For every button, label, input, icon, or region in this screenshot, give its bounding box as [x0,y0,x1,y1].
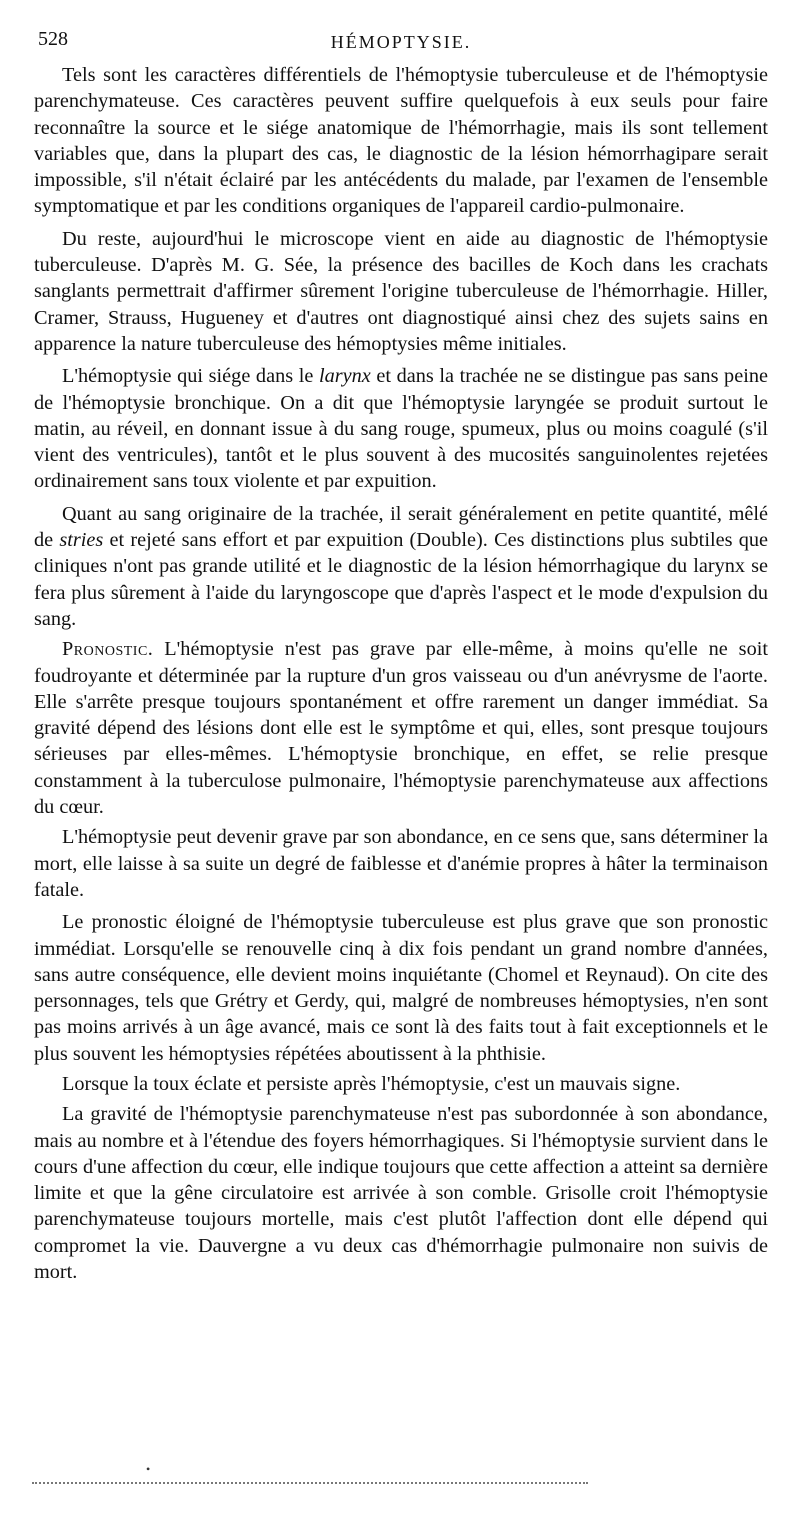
paragraph-pronostic-text: L'hémoptysie n'est pas grave par elle-même, à moins qu'elle ne soit foudroyante et déterminée par la rupture d'un gros vaisseau ou d'un anévrysme de l'aorte. Elle s'arrête presque toujours spontanément et offre rarement un danger immédiat. Sa gravité dépend des lésions dont elle est le symptôme et qui, elles, sont presque toujours sérieuses par elles-mêmes. L'hémoptysie bronchique, en effet, se relie presque constamment à la tuberculose pulmonaire, l'hémoptysie parenchymateuse aux affections du cœur. [34,638,768,819]
page-number: 528 [38,28,68,50]
section-heading-pronostic: Pronostic. [62,638,154,661]
paragraph-8: Lorsque la toux éclate et persiste après l'hémoptysie, c'est un mauvais signe. [62,1072,681,1095]
paragraph-6: L'hémoptysie peut devenir grave par son abondance, en ce sens que, sans déterminer la mort, elle laisse à sa suite un degré de faiblesse et d'anémie propres à hâter la terminaison fatale. [34,826,768,901]
paragraph-4 [34,501,768,632]
document-page [34,22,768,1291]
paragraph-7: Le pronostic éloigné de l'hémoptysie tuberculeuse est plus grave que son pronostic immédiat. Lorsqu'elle se renouvelle cinq à dix fois pendant un grand nombre d'années, sans autre conséquence, elle devient moins inquiétante (Chomel et Reynaud). On cite des personnages, tels que Grétry et Gerdy, qui, malgré de nombreuses hémoptysies, n'en sont pas moins arrivés à un âge avancé, mais ce sont là des faits tout à fait exceptionnels et le plus souvent les hémoptysies répétées aboutissent à la phthisie. [34,911,768,1065]
body-text [34,62,768,1285]
page-header [34,22,768,62]
paragraph-1: Tels sont les caractères différentiels de l'hémoptysie tuberculeuse et de l'hémoptysie parenchymateuse. Ces caractères peuvent suffire quelquefois à eux seuls pour faire reconnaître la source et le siége anatomique de l'hémorrhagie, mais ils sont tellement variables que, dans la plupart des cas, le diagnostic de la lésion hémorrhagipare serait impossible, s'il n'était éclairé par les antécédents du malade, par l'examen de l'ensemble symptomatique et par les conditions organiques de l'appareil cardio-pulmonaire. [34,64,768,218]
paragraph-2: Du reste, aujourd'hui le microscope vient en aide au diagnostic de l'hémoptysie tuberculeuse. D'après M. G. Sée, la présence des bacilles de Koch dans les crachats sanglants permettrait d'affirmer sûrement l'origine tuberculeuse de l'hémorrhagie. Hiller, Cramer, Strauss, Huguenеy et d'autres ont diagnostiqué ainsi chez des sujets sains en apparence la nature tuberculeuse des hémoptysies même initiales. [34,227,768,355]
paragraph-4-text-before: Quant au sang originaire de la trachée, il serait généralement en petite quantité, mêlé de [34,502,768,552]
paragraph-4-italic-term: stries [59,529,104,552]
footer-mark: • [146,1462,151,1476]
paragraph-pronostic [34,636,768,820]
paragraph-3 [34,363,768,494]
paragraph-9: La gravité de l'hémoptysie parenchymateuse n'est pas subordonnée à son abondance, mais au nombre et à l'étendue des foyers hémorrhagiques. Si l'hémoptysie survient dans le cours d'une affection du cœur, elle indique toujours que cette affection a atteint sa dernière limite et que la gêne circulatoire est arrivée à son comble. Grisolle croit l'hémoptysie parenchymateuse toujours mortelle, mais c'est plutôt l'affection dont elle dépend qui compromet la vie. Dauvergne a vu deux cas d'hémorrhagie pulmonaire non suivis de mort. [34,1103,768,1284]
footer-rule [32,1482,588,1484]
paragraph-3-italic-term: larynx [318,365,371,388]
paragraph-3-text-after: et dans la trachée ne se distingue pas sans peine de l'hémoptysie bronchique. On a dit que l'hémoptysie laryngée se produit surtout le matin, au réveil, en donnant issue à du sang rouge, spumeux, plus ou moins coagulé (s'il vient des ventricules), tantôt et le plus souvent à des mucosités sanguinolentes rejetées ordinairement sans toux violente et par expuition. [34,365,768,493]
running-title: HÉMOPTYSIE. [330,32,472,52]
paragraph-3-text-before: L'hémoptysie qui siége dans le [62,365,319,388]
paragraph-4-text-after: et rejeté sans effort et par expuition (Double). Ces distinctions plus subtiles que cliniques n'ont pas grande utilité et le diagnostic de la lésion hémorrhagique du larynx se fera plus sûrement à l'aide du laryngoscope que d'après l'aspect et le mode d'expulsion du sang. [34,529,768,630]
